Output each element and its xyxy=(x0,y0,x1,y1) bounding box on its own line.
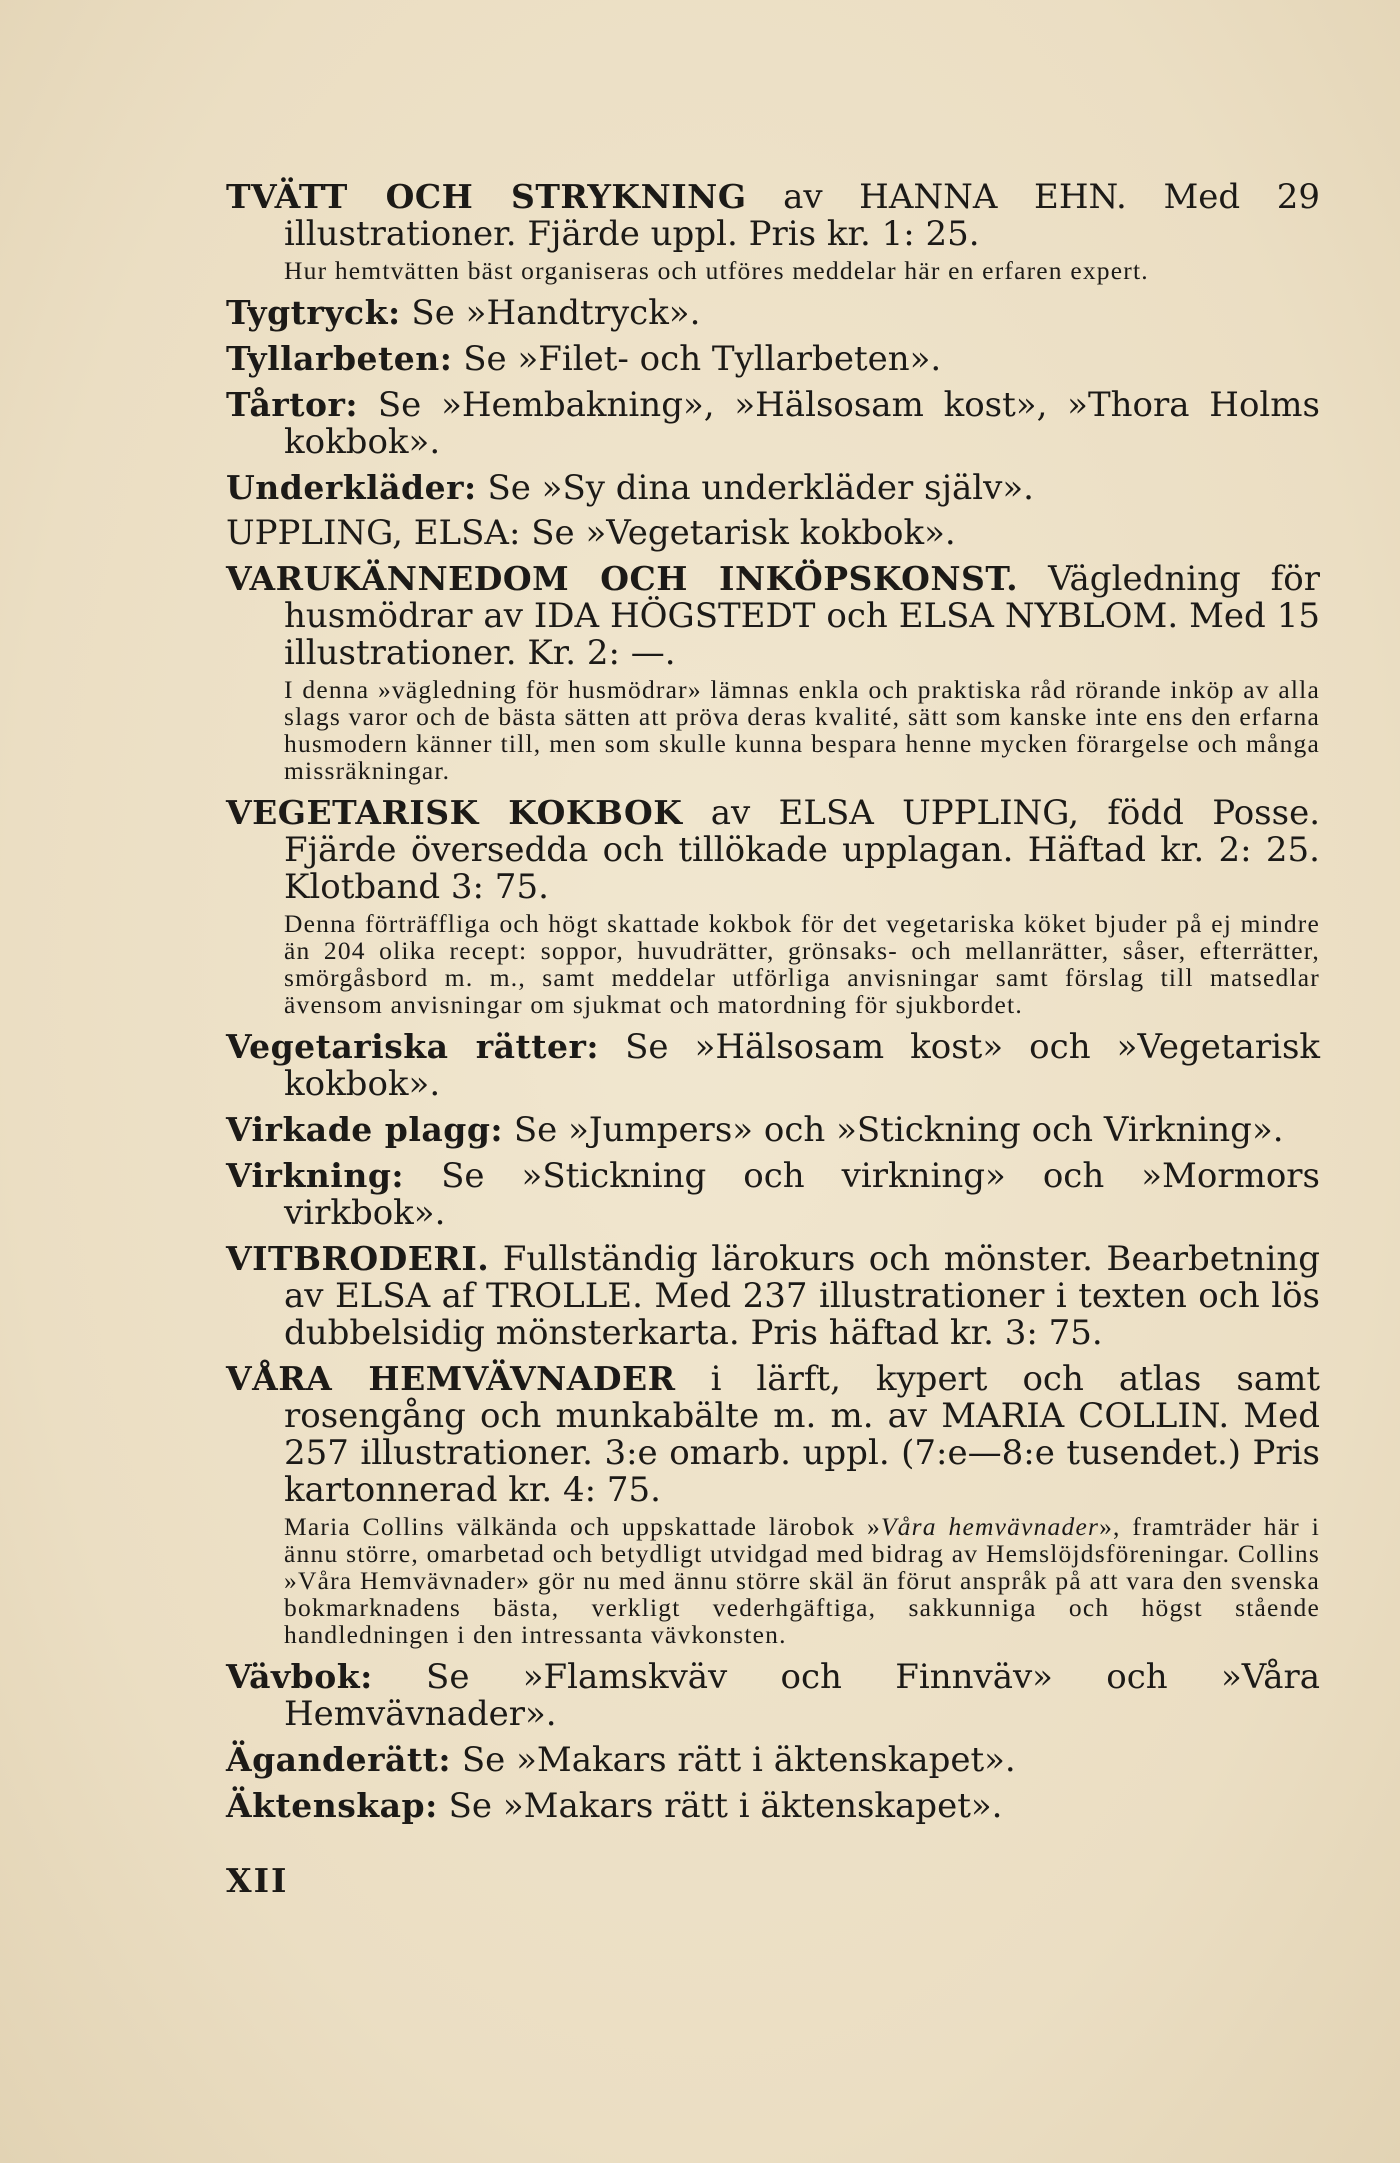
entry-heading: Vegetariska rätter: xyxy=(226,1027,600,1066)
entry-vavbok xyxy=(226,1658,1320,1733)
entry-heading: TVÄTT OCH STRYKNING xyxy=(226,177,747,216)
entry-text: UPPLING, ELSA: Se »Vegetarisk kokbok». xyxy=(226,513,956,553)
entry-text: Se »Makars rätt i äktenskapet». xyxy=(451,1740,1016,1780)
entry-vitbroderi xyxy=(226,1240,1320,1352)
entry-heading: VARUKÄNNEDOM OCH INKÖPSKONST. xyxy=(226,559,1019,598)
entry-heading: VÅRA HEMVÄVNADER xyxy=(226,1359,676,1398)
entry-text: Fullständig lärokurs och mönster. Bearbetning av ELSA af TROLLE. Med 237 illustrationer i texten och lös dubbelsidig mönsterkarta. Pris häftad kr. 3: 75. xyxy=(284,1239,1320,1353)
entry-tvatt-och-strykning xyxy=(226,178,1320,253)
entry-text: av ELSA UPPLING, född Posse. Fjärde översedda och tillökade upplagan. Häftad kr. 2: 25. Klotband 3: 75. xyxy=(284,793,1321,907)
entry-heading: Tyllarbeten: xyxy=(226,339,453,378)
entry-text: Se »Hembakning», »Hälsosam kost», »Thora Holms kokbok». xyxy=(284,385,1320,462)
note-text: Maria Collins välkända och uppskattade lärobok » xyxy=(284,1512,881,1541)
entry-text: Se »Sy dina underkläder själv». xyxy=(476,468,1034,508)
entry-description: I denna »vägledning för husmödrar» lämnas enkla och praktiska råd rörande inköp av alla slags varor och de bästa sätten att pröva deras kvalité, sätt som kanske inte ens den erfarna husmodern känner till, men som skulle kunna bespara henne mycken förargelse och många missräkningar. xyxy=(284,675,1320,785)
entry-heading: VEGETARISK KOKBOK xyxy=(226,793,683,832)
entry-virkade-plagg xyxy=(226,1111,1320,1149)
entry-heading: VITBRODERI. xyxy=(226,1239,490,1278)
entry-description xyxy=(284,1513,1320,1648)
entry-heading: Tygtryck: xyxy=(226,293,401,332)
entry-heading: Äktenskap: xyxy=(226,1786,438,1825)
entry-text: Se »Handtryck». xyxy=(400,293,701,333)
entry-uppling-elsa xyxy=(226,515,1320,552)
entry-aganderatt xyxy=(226,1741,1320,1779)
entry-vegetariska-ratter xyxy=(226,1028,1320,1103)
entry-text: Se »Flamskväv och Finnväv» och »Våra Hemvävnader». xyxy=(284,1657,1320,1734)
entry-vara-hemvavnader xyxy=(226,1360,1320,1509)
entry-text: Se »Hälsosam kost» och »Vegetarisk kokbok». xyxy=(284,1027,1320,1104)
entry-text: i lärft, kypert och atlas samt rosengång och munkabälte m. m. av MARIA COLLIN. Med 257 illustrationer. 3:e omarb. uppl. (7:e—8:e tusendet.) Pris kartonnerad kr. 4: 75. xyxy=(284,1359,1320,1510)
entry-aktenskap xyxy=(226,1787,1320,1825)
entry-tartor xyxy=(226,386,1320,461)
note-text: », framträder här i ännu större, omarbetad och betydligt utvidgad med bidrag av Hemslöjdsföreningar. Collins »Våra Hemvävnader» gör nu med ännu större skäl än förut anspråk på att vara den svenska bokmarknadens bästa, verkligt vederhgäftiga, sakkunniga och högst stående handledningen i den intressanta vävkonsten. xyxy=(284,1512,1320,1649)
entry-heading: Vävbok: xyxy=(226,1657,373,1696)
entry-description: Denna förträffliga och högt skattade kokbok för det vegetariska köket bjuder på ej mindre än 204 olika recept: soppor, huvudrätter, grönsaks- och mellanrätter, såser, efterrätter, smörgåsbord m. m., samt meddelar utförliga anvisningar samt förslag till matsedlar ävensom anvisningar om sjukmat och matordning för sjukbordet. xyxy=(284,909,1320,1019)
page-number: XII xyxy=(226,1861,289,1900)
entry-vegetarisk-kokbok xyxy=(226,794,1320,906)
entry-heading: Tårtor: xyxy=(226,385,359,424)
entry-varukannedom xyxy=(226,560,1320,672)
entry-text: av HANNA EHN. Med 29 illustrationer. Fjärde uppl. Pris kr. 1: 25. xyxy=(284,177,1320,254)
note-title: Våra hemvävnader xyxy=(880,1512,1100,1541)
entry-tygtryck xyxy=(226,294,1320,332)
entry-text: Se »Makars rätt i äktenskapet». xyxy=(437,1786,1003,1826)
entry-tyllarbeten xyxy=(226,340,1320,378)
entry-text: Se »Jumpers» och »Stickning och Virkning». xyxy=(503,1110,1284,1150)
entry-text: Se »Stickning och virkning» och »Mormors virkbok». xyxy=(284,1156,1320,1233)
entry-heading: Underkläder: xyxy=(226,468,477,507)
entry-underklader xyxy=(226,469,1320,507)
entry-description: Hur hemtvätten bäst organiseras och utföres meddelar här en erfaren expert. xyxy=(284,256,1149,285)
entry-heading: Virkning: xyxy=(226,1156,405,1195)
entry-heading: Äganderätt: xyxy=(226,1740,452,1779)
entry-text: Vägledning för husmödrar av IDA HÖGSTEDT och ELSA NYBLOM. Med 15 illustrationer. Kr. 2: —. xyxy=(284,559,1320,673)
entry-text: Se »Filet- och Tyllarbeten». xyxy=(452,339,942,379)
entry-heading: Virkade plagg: xyxy=(226,1110,504,1149)
catalog-listing xyxy=(226,178,1320,1900)
entry-virkning xyxy=(226,1157,1320,1232)
